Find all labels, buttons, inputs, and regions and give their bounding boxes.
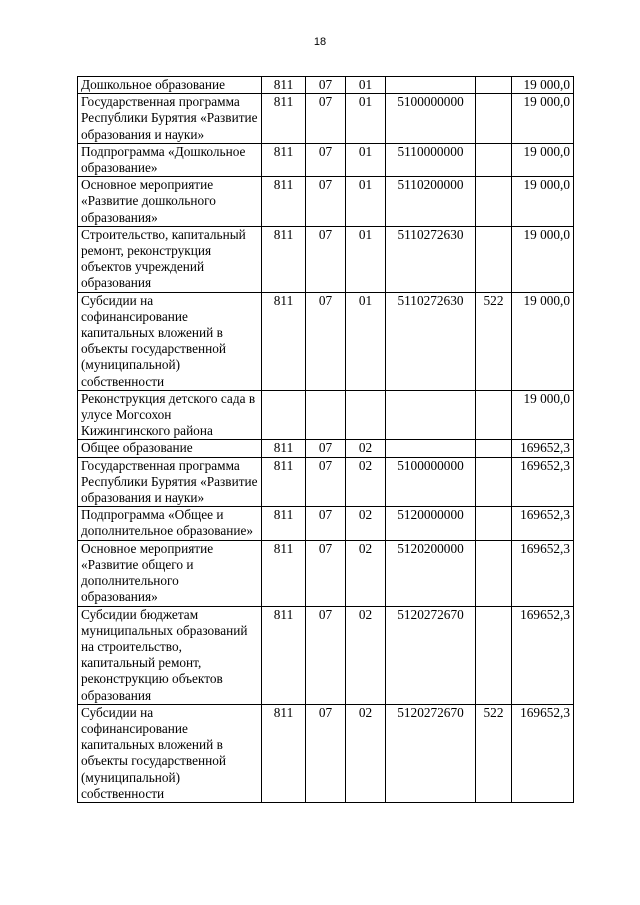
section-code: 07 xyxy=(306,704,346,802)
section-code: 07 xyxy=(306,177,346,227)
table-row xyxy=(78,390,574,440)
amount: 19 000,0 xyxy=(512,77,574,94)
expense-type-code xyxy=(476,507,512,540)
subsection-code: 01 xyxy=(346,77,386,94)
target-article-code: 5110200000 xyxy=(386,177,476,227)
section-code: 07 xyxy=(306,457,346,507)
target-article-code: 5100000000 xyxy=(386,457,476,507)
section-code: 07 xyxy=(306,77,346,94)
table-row xyxy=(78,94,574,144)
amount: 19 000,0 xyxy=(512,390,574,440)
expense-type-code: 522 xyxy=(476,704,512,802)
row-name: Субсидии бюджетам муниципальных образований на строительство, капитальный ремонт, реконструкцию объектов образования xyxy=(78,606,262,704)
section-code: 07 xyxy=(306,606,346,704)
table-row xyxy=(78,292,574,390)
admin-code: 811 xyxy=(262,226,306,292)
expense-type-code xyxy=(476,457,512,507)
admin-code: 811 xyxy=(262,143,306,176)
subsection-code: 01 xyxy=(346,226,386,292)
admin-code: 811 xyxy=(262,440,306,457)
row-name: Государственная программа Республики Бурятия «Развитие образования и науки» xyxy=(78,457,262,507)
table-row xyxy=(78,143,574,176)
subsection-code: 02 xyxy=(346,606,386,704)
section-code: 07 xyxy=(306,226,346,292)
amount: 169652,3 xyxy=(512,457,574,507)
budget-table xyxy=(77,76,574,803)
subsection-code: 01 xyxy=(346,292,386,390)
expense-type-code xyxy=(476,177,512,227)
section-code: 07 xyxy=(306,507,346,540)
target-article-code: 5120200000 xyxy=(386,540,476,606)
subsection-code: 02 xyxy=(346,507,386,540)
target-article-code: 5110272630 xyxy=(386,226,476,292)
subsection-code: 02 xyxy=(346,540,386,606)
section-code: 07 xyxy=(306,94,346,144)
subsection-code: 01 xyxy=(346,177,386,227)
target-article-code: 5110272630 xyxy=(386,292,476,390)
row-name: Общее образование xyxy=(78,440,262,457)
table-row xyxy=(78,704,574,802)
admin-code xyxy=(262,390,306,440)
amount: 19 000,0 xyxy=(512,177,574,227)
target-article-code: 5120272670 xyxy=(386,704,476,802)
row-name: Подпрограмма «Дошкольное образование» xyxy=(78,143,262,176)
expense-type-code xyxy=(476,390,512,440)
section-code: 07 xyxy=(306,143,346,176)
subsection-code: 01 xyxy=(346,94,386,144)
table-row xyxy=(78,77,574,94)
admin-code: 811 xyxy=(262,177,306,227)
table-row xyxy=(78,606,574,704)
expense-type-code xyxy=(476,94,512,144)
subsection-code: 02 xyxy=(346,704,386,802)
target-article-code: 5120000000 xyxy=(386,507,476,540)
admin-code: 811 xyxy=(262,457,306,507)
row-name: Основное мероприятие «Развитие дошкольного образования» xyxy=(78,177,262,227)
subsection-code: 01 xyxy=(346,143,386,176)
admin-code: 811 xyxy=(262,292,306,390)
target-article-code: 5120272670 xyxy=(386,606,476,704)
table-row xyxy=(78,507,574,540)
row-name: Строительство, капитальный ремонт, реконструкция объектов учреждений образования xyxy=(78,226,262,292)
subsection-code: 02 xyxy=(346,440,386,457)
subsection-code: 02 xyxy=(346,457,386,507)
expense-type-code xyxy=(476,440,512,457)
table-row xyxy=(78,457,574,507)
table-row xyxy=(78,226,574,292)
table-row xyxy=(78,177,574,227)
page-number: 18 xyxy=(313,36,327,48)
budget-table-body xyxy=(78,77,574,803)
section-code: 07 xyxy=(306,540,346,606)
row-name: Субсидии на софинансирование капитальных вложений в объекты государственной (муниципальной) собственности xyxy=(78,292,262,390)
target-article-code xyxy=(386,77,476,94)
expense-type-code xyxy=(476,606,512,704)
row-name: Реконструкция детского сада в улусе Могсохон Кижингинского района xyxy=(78,390,262,440)
section-code: 07 xyxy=(306,292,346,390)
table-row xyxy=(78,540,574,606)
target-article-code: 5110000000 xyxy=(386,143,476,176)
admin-code: 811 xyxy=(262,77,306,94)
row-name: Дошкольное образование xyxy=(78,77,262,94)
amount: 19 000,0 xyxy=(512,94,574,144)
row-name: Подпрограмма «Общее и дополнительное образование» xyxy=(78,507,262,540)
row-name: Основное мероприятие «Развитие общего и дополнительного образования» xyxy=(78,540,262,606)
target-article-code: 5100000000 xyxy=(386,94,476,144)
target-article-code xyxy=(386,440,476,457)
expense-type-code xyxy=(476,143,512,176)
section-code xyxy=(306,390,346,440)
row-name: Государственная программа Республики Бурятия «Развитие образования и науки» xyxy=(78,94,262,144)
admin-code: 811 xyxy=(262,704,306,802)
table-row xyxy=(78,440,574,457)
expense-type-code xyxy=(476,226,512,292)
expense-type-code: 522 xyxy=(476,292,512,390)
amount: 169652,3 xyxy=(512,540,574,606)
amount: 169652,3 xyxy=(512,507,574,540)
amount: 169652,3 xyxy=(512,440,574,457)
expense-type-code xyxy=(476,540,512,606)
admin-code: 811 xyxy=(262,94,306,144)
amount: 19 000,0 xyxy=(512,292,574,390)
admin-code: 811 xyxy=(262,606,306,704)
row-name: Субсидии на софинансирование капитальных вложений в объекты государственной (муниципальной) собственности xyxy=(78,704,262,802)
amount: 19 000,0 xyxy=(512,226,574,292)
expense-type-code xyxy=(476,77,512,94)
amount: 19 000,0 xyxy=(512,143,574,176)
section-code: 07 xyxy=(306,440,346,457)
admin-code: 811 xyxy=(262,507,306,540)
amount: 169652,3 xyxy=(512,606,574,704)
subsection-code xyxy=(346,390,386,440)
target-article-code xyxy=(386,390,476,440)
admin-code: 811 xyxy=(262,540,306,606)
amount: 169652,3 xyxy=(512,704,574,802)
